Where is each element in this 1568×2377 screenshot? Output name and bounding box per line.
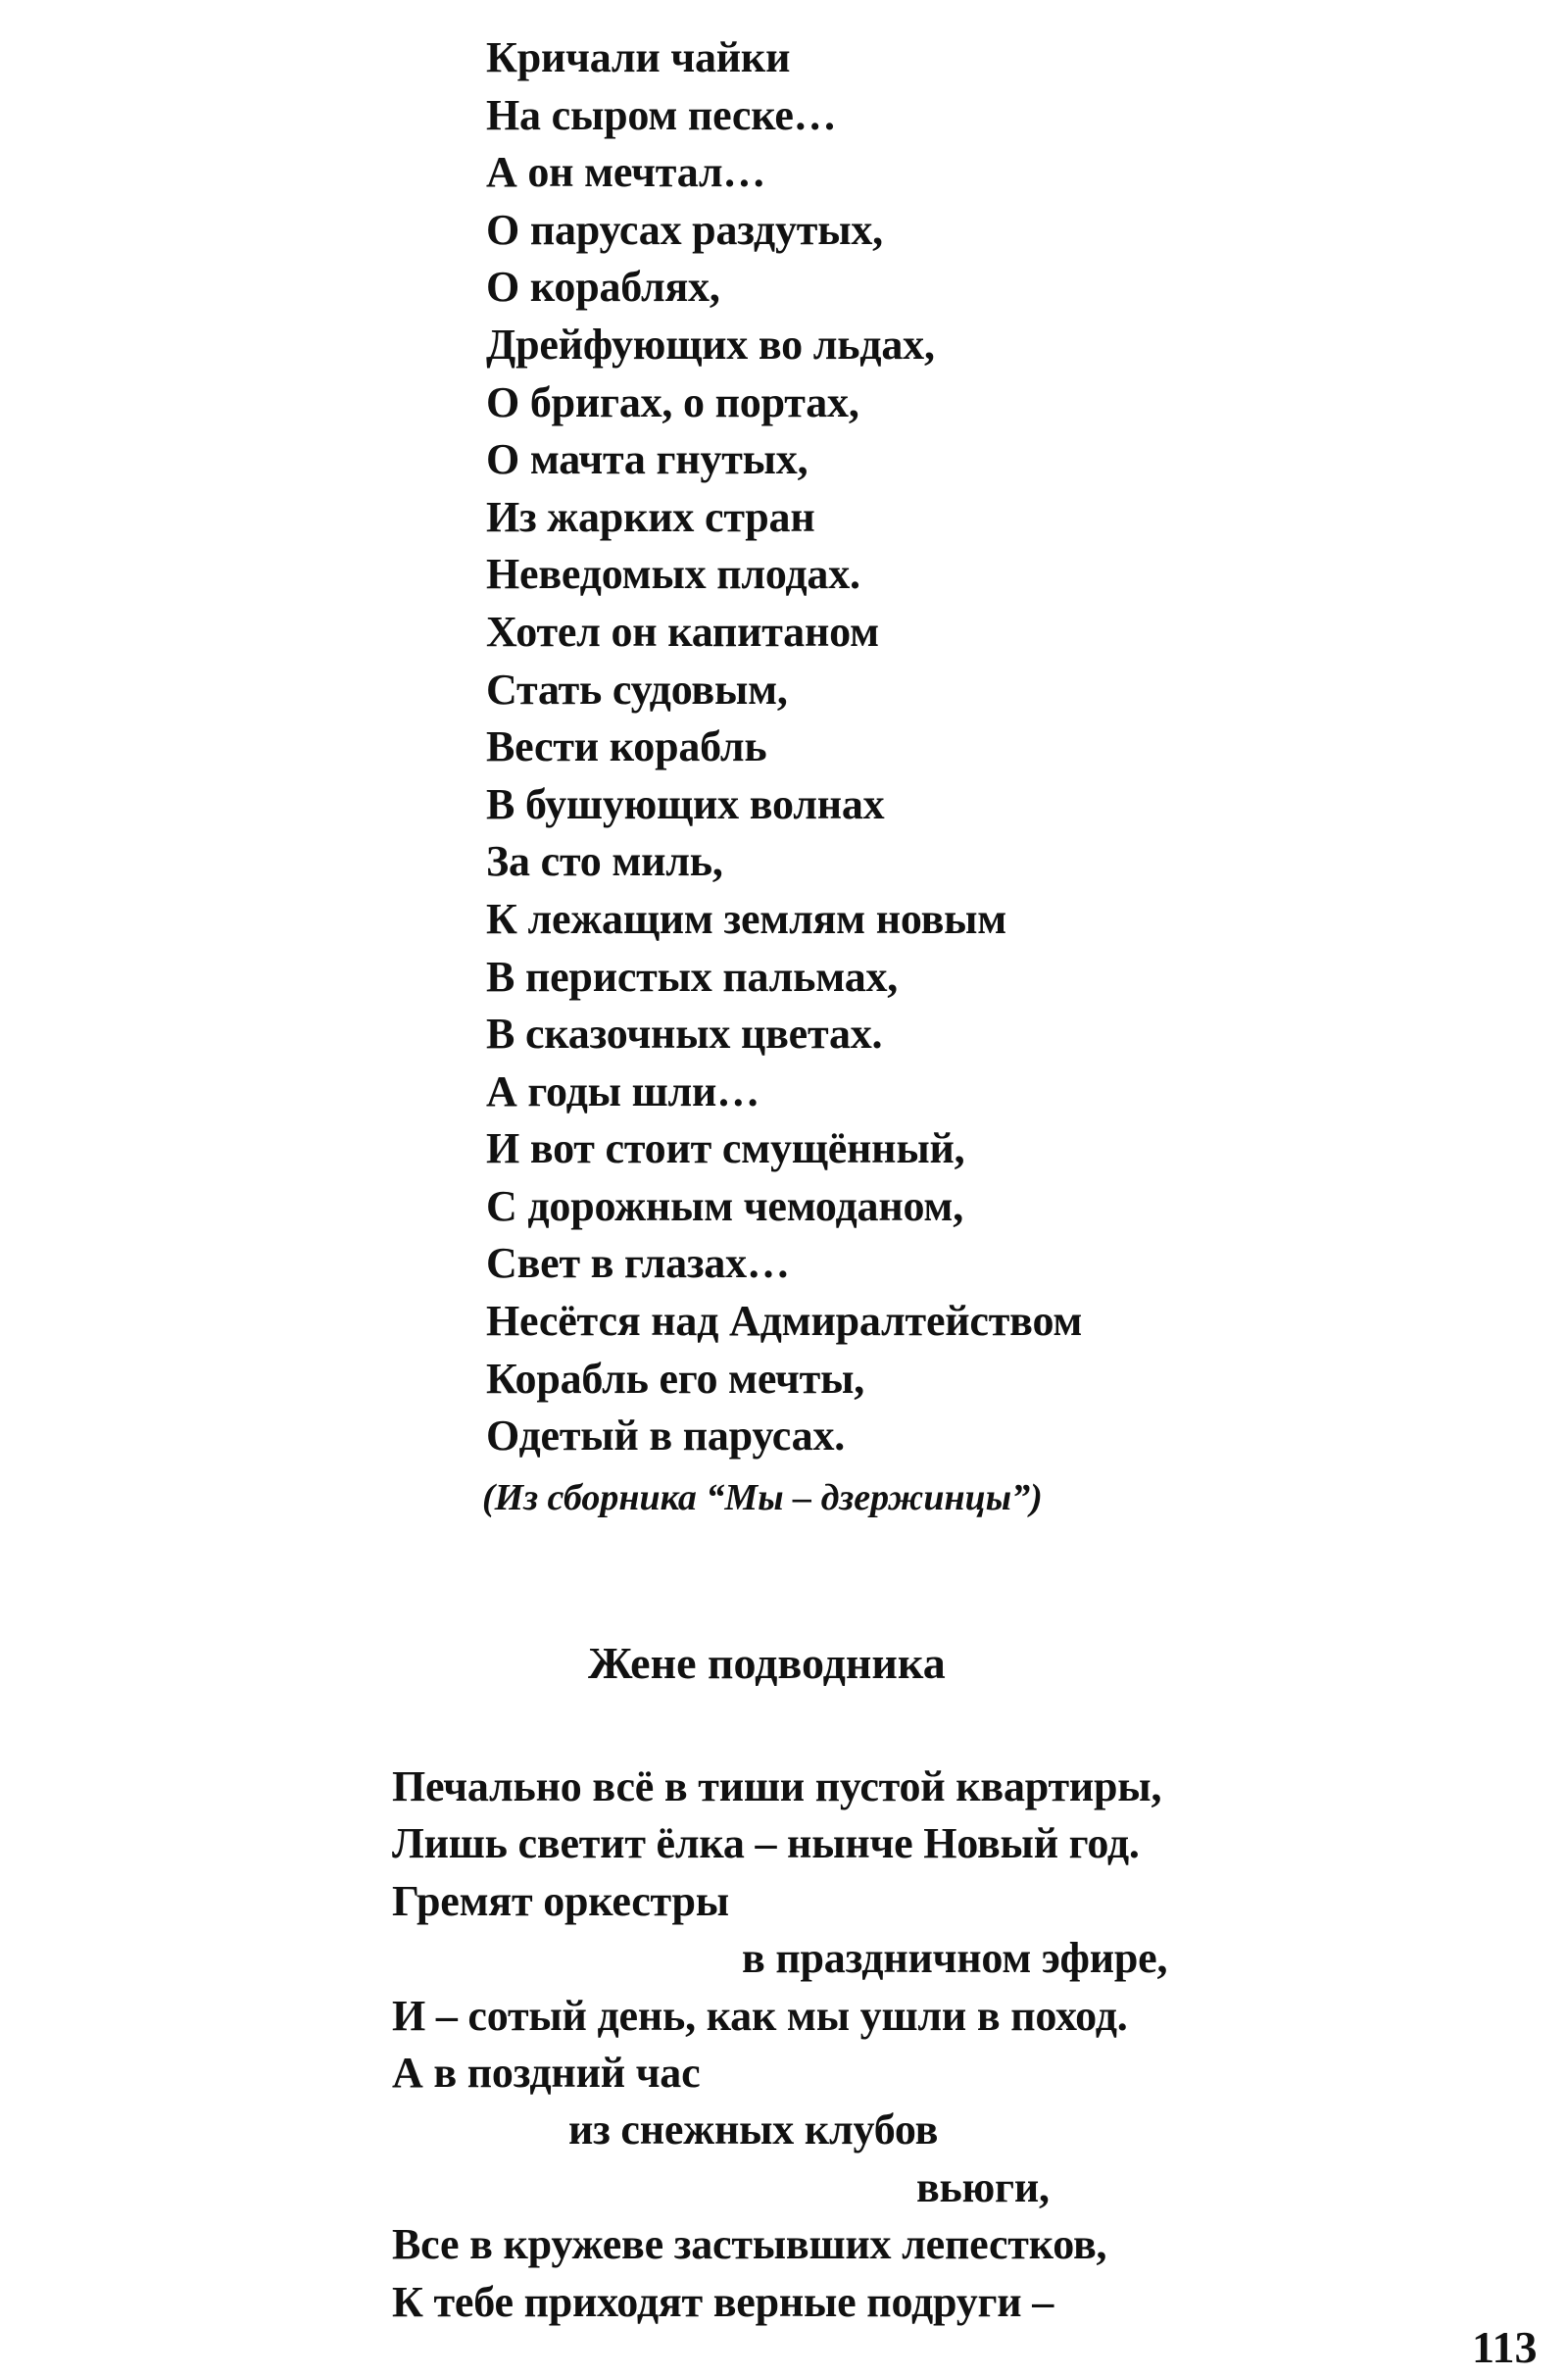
poem-line: Стать судовым, bbox=[486, 665, 788, 714]
poem-line: вьюги, bbox=[916, 2162, 1050, 2211]
poem-line: За сто миль, bbox=[486, 837, 723, 886]
poem-one bbox=[486, 29, 1082, 1465]
poem-line: В перистых пальмах, bbox=[486, 952, 899, 1001]
poem-line: О бригах, о портах, bbox=[486, 377, 859, 426]
poem-line: Дрейфующих во льдах, bbox=[486, 320, 935, 369]
poem-line: К лежащим землям новым bbox=[486, 894, 1007, 943]
poem-line: Гремят оркестры bbox=[392, 1876, 729, 1925]
poem-line: К тебе приходят верные подруги – bbox=[392, 2277, 1054, 2326]
poem-line: Все в кружеве застывших лепестков, bbox=[392, 2220, 1107, 2269]
poem-line: в праздничном эфире, bbox=[742, 1934, 1168, 1983]
poem-line: Вести корабль bbox=[486, 722, 767, 771]
poem-line: И вот стоит смущённый, bbox=[486, 1124, 965, 1173]
poem-line: Свет в глазах… bbox=[486, 1239, 790, 1288]
poem-line: Лишь светит ёлка – нынче Новый год. bbox=[392, 1819, 1140, 1868]
poem-line: Одетый в парусах. bbox=[486, 1411, 846, 1461]
poem-line: Корабль его мечты, bbox=[486, 1354, 865, 1403]
poem-line: А годы шли… bbox=[486, 1066, 760, 1115]
page-number: 113 bbox=[1472, 2322, 1538, 2372]
poem-two-title: Жене подводника bbox=[588, 1638, 946, 1688]
poem-two bbox=[392, 1758, 1167, 2331]
poem-line: Кричали чайки bbox=[486, 33, 791, 81]
poem-line: С дорожным чемоданом, bbox=[486, 1181, 963, 1230]
poem-line: О мачта гнутых, bbox=[486, 435, 808, 484]
poem-line: В сказочных цветах. bbox=[486, 1010, 883, 1059]
poem-line: На сыром песке… bbox=[486, 90, 837, 139]
poem-source-note: (Из сборника “Мы – дзержинцы”) bbox=[482, 1477, 1043, 1518]
poem-line: А он мечтал… bbox=[486, 148, 766, 197]
poem-line: Неведомых плодах. bbox=[486, 550, 860, 599]
poem-line: Печально всё в тиши пустой квартиры, bbox=[392, 1762, 1162, 1810]
poem-line: В бушующих волнах bbox=[486, 779, 885, 828]
poem-line: О парусах раздутых, bbox=[486, 205, 883, 254]
poem-line: Несётся над Адмиралтейством bbox=[486, 1297, 1083, 1346]
poem-line: Из жарких стран bbox=[486, 492, 815, 541]
poem-line: А в поздний час bbox=[392, 2049, 701, 2098]
poem-line: Хотел он капитаном bbox=[486, 607, 879, 656]
poem-line: О кораблях, bbox=[486, 263, 720, 312]
poem-line: И – сотый день, как мы ушли в поход. bbox=[392, 1991, 1128, 2040]
poem-line: из снежных клубов bbox=[568, 2105, 939, 2154]
